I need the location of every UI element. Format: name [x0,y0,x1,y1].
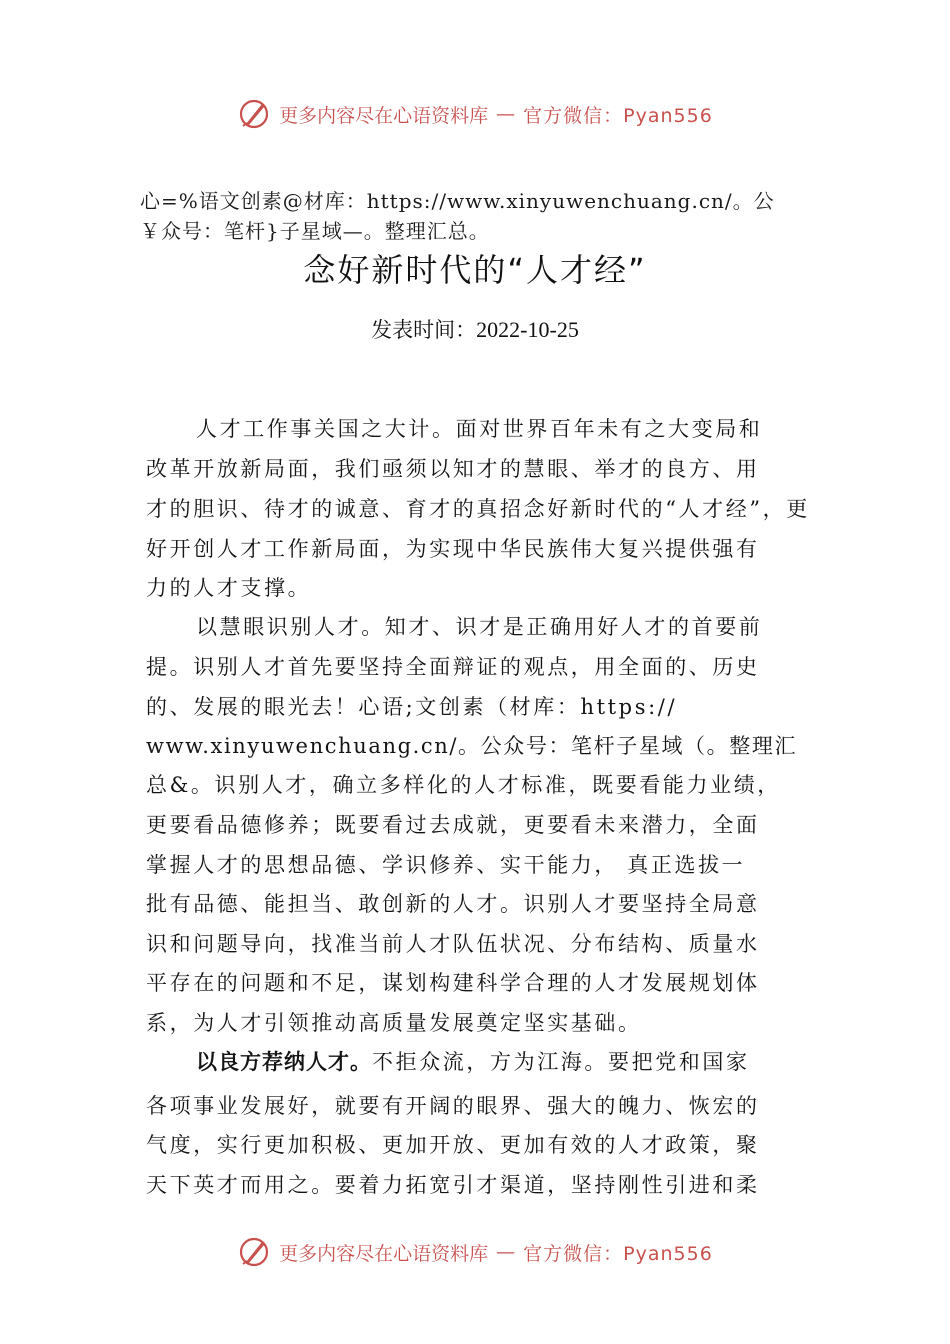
banner-dash: — [496,1241,516,1263]
paragraph-2-line: 的、发展的眼光去！心语;文创素（材库：https:// [146,695,678,719]
quill-pen-circle-icon [237,1235,271,1269]
paragraph-2-line: 批有品德、能担当、敢创新的人才。识别人才要坚持全局意 [146,892,760,916]
publish-date [0,314,950,346]
paragraph-2-line: 平存在的问题和不足，谋划构建科学合理的人才发展规划体 [146,971,760,995]
paragraph-2-line: 掌握人才的思想品德、学识修养、实干能力， 真正选拔一 [146,853,746,877]
paragraph-2-line: 识和问题导向，找准当前人才队伍状况、分布结构、质量水 [146,932,760,956]
paragraph-2-line: 更要看品德修养；既要看过去成就，更要看未来潜力，全面 [146,813,760,837]
paragraph-2-line: 总&。识别人才，确立多样化的人才标准，既要看能力业绩， [146,773,781,797]
paragraph-3-line: 各项事业发展好，就要有开阔的眼界、强大的魄力、恢宏的 [146,1094,760,1118]
quill-pen-circle-icon [237,97,271,131]
paragraph-2-line: 系，为人才引领推动高质量发展奠定坚实基础。 [146,1011,642,1035]
banner-wechat: 官方微信：Pyan556 [523,104,713,127]
source-line-2: ￥众号：笔杆}子星域—。整理汇总。 [140,219,490,243]
paragraph-3-first-line [196,1047,876,1077]
source-line-1: 心=%语文创素@材库：https://www.xinyuwenchuang.cn/。公 [140,189,775,213]
publish-date-label: 发表时间： [371,318,477,342]
paragraph-1-line: 力的人才支撑。 [146,576,312,600]
banner-dash: — [496,103,516,125]
footer-banner [0,1232,950,1272]
paragraph-2-line: 以慧眼识别人才。知才、识才是正确用好人才的首要前 [196,615,763,639]
banner-wechat: 官方微信：Pyan556 [523,1242,713,1265]
paragraph-1-line: 好开创人才工作新局面，为实现中华民族伟大复兴提供强有 [146,537,760,561]
paragraph-3-lead: 以良方荐纳人才。 [196,1050,372,1074]
paragraph-2-line: www.xinyuwenchuang.cn/。公众号：笔杆子星域（。整理汇 [146,734,798,758]
paragraph-1-line: 人才工作事关国之大计。面对世界百年未有之大变局和 [196,417,763,441]
article-title: 念好新时代的“人才经” [303,251,647,289]
banner-text: 更多内容尽在心语资料库 [279,104,489,127]
header-banner [0,94,950,134]
publish-date-value: 2022-10-25 [476,317,579,342]
banner-text: 更多内容尽在心语资料库 [279,1242,489,1265]
paragraph-3-line: 天下英才而用之。要着力拓宽引才渠道，坚持刚性引进和柔 [146,1173,760,1197]
paragraph-2-line: 提。识别人才首先要坚持全面辩证的观点，用全面的、历史 [146,655,760,679]
paragraph-3-line: 气度，实行更加积极、更加开放、更加有效的人才政策，聚 [146,1133,760,1157]
paragraph-3-first-rest: 不拒众流，方为江海。要把党和国家 [372,1050,750,1074]
paragraph-1-line: 才的胆识、待才的诚意、育才的真招念好新时代的“人才经”，更 [146,497,810,521]
paragraph-1-line: 改革开放新局面，我们亟须以知才的慧眼、举才的良方、用 [146,457,760,481]
